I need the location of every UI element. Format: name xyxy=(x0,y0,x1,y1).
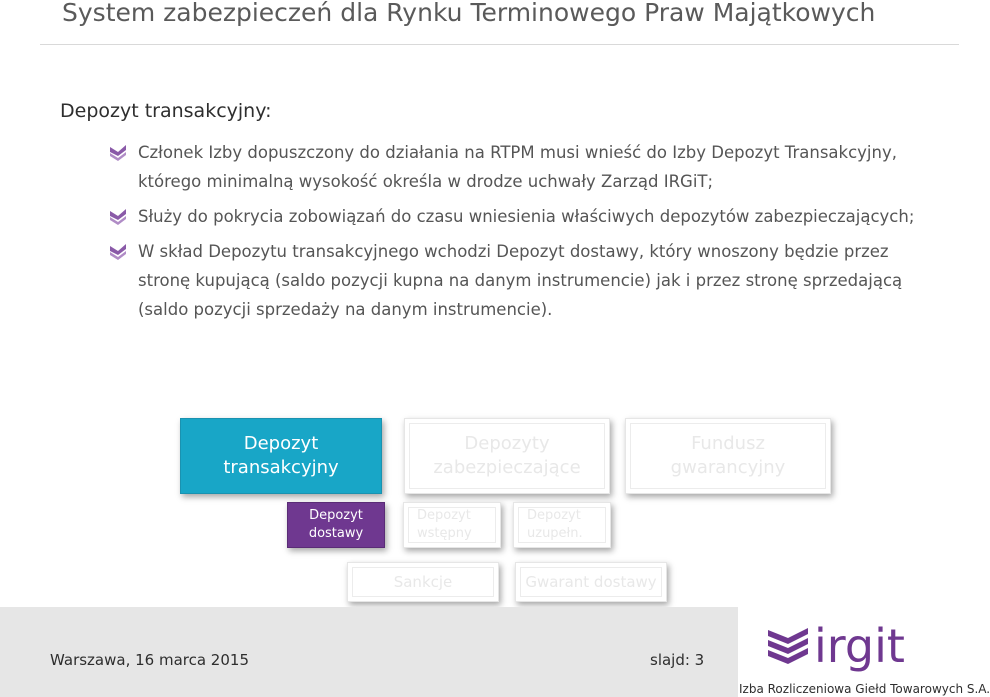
box-depozyty-zabezpieczajace xyxy=(404,418,610,494)
title-divider xyxy=(40,44,959,45)
company-name: Izba Rozliczeniowa Giełd Towarowych S.A. xyxy=(739,682,990,696)
chevron-bullet-icon xyxy=(108,241,128,261)
logo-text: irgit xyxy=(814,619,905,673)
box-gwarant-dostawy xyxy=(515,562,667,602)
box-depozyt-uzupelniajacy xyxy=(513,502,611,548)
box-label: Depozyt dostawy xyxy=(308,508,364,541)
bullet-item xyxy=(108,237,928,324)
box-label: Depozyt uzupełn. xyxy=(527,508,583,541)
box-depozyt-dostawy xyxy=(287,502,385,548)
bullet-item xyxy=(108,138,928,196)
bullet-text: Członek Izby dopuszczony do działania na RTPM musi wnieść do Izby Depozyt Transakcyjny, którego minimalną wysokość określa w drodze uchwały Zarząd IRGiT; xyxy=(138,143,897,191)
chevron-bullet-icon xyxy=(108,206,128,226)
bullet-text: Służy do pokrycia zobowiązań do czasu wniesienia właściwych depozytów zabezpieczających; xyxy=(138,207,915,226)
chevron-bullet-icon xyxy=(108,142,128,162)
slide-number: slajd: 3 xyxy=(650,651,705,669)
box-label: Sankcje xyxy=(393,573,453,591)
box-label: Depozyty zabezpieczające xyxy=(433,433,581,478)
irgit-logo xyxy=(766,616,936,676)
box-depozyt-transakcyjny xyxy=(180,418,382,494)
box-label: Depozyt wstępny xyxy=(417,508,472,541)
box-depozyt-wstepny xyxy=(403,502,501,548)
box-label: Fundusz gwarancyjny xyxy=(670,433,786,478)
box-sankcje xyxy=(347,562,499,602)
bullet-list xyxy=(108,138,928,330)
bullet-item xyxy=(108,202,928,231)
slide-title: System zabezpieczeń dla Rynku Terminowego Praw Majątkowych xyxy=(62,0,876,27)
box-label: Gwarant dostawy xyxy=(525,573,657,591)
irgit-logo-icon xyxy=(766,616,936,676)
bullet-text: W skład Depozytu transakcyjnego wchodzi Depozyt dostawy, który wnoszony będzie przez stronę kupującą (saldo pozycji kupna na danym instrumencie) jak i przez stronę sprzedającą (saldo pozycji sprzedaży na danym instrumencie). xyxy=(138,242,903,319)
box-label: Depozyt transakcyjny xyxy=(223,433,339,478)
section-heading: Depozyt transakcyjny: xyxy=(60,100,272,122)
footer-date: Warszawa, 16 marca 2015 xyxy=(50,651,249,669)
box-fundusz-gwarancyjny xyxy=(625,418,831,494)
